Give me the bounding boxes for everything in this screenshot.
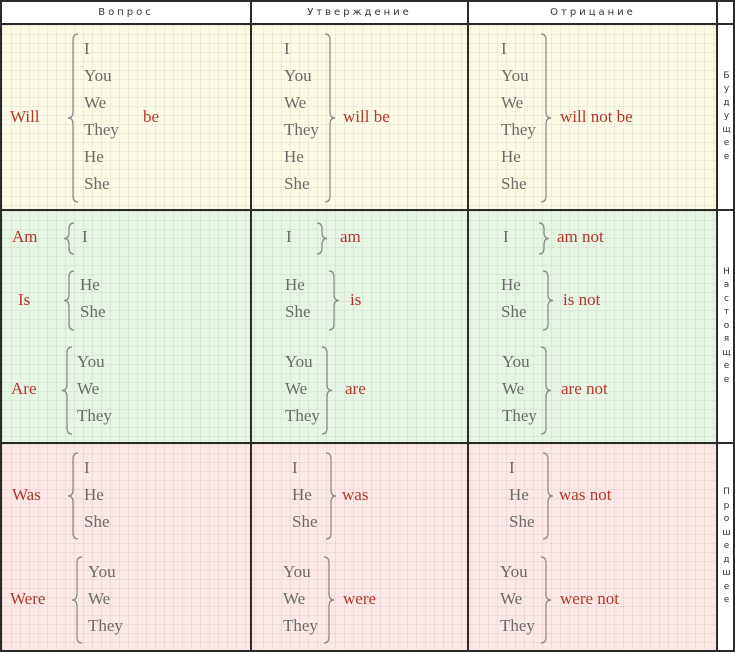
side-label-letter: о xyxy=(723,514,730,525)
question-auxiliary: Was xyxy=(12,485,41,504)
pronoun-label: They xyxy=(501,120,536,139)
pronoun-label: You xyxy=(501,66,529,85)
row-divider xyxy=(2,209,733,211)
pronoun-label: She xyxy=(84,512,110,531)
question-auxiliary: Will xyxy=(10,107,40,126)
header-question: Вопрос xyxy=(98,7,154,18)
pronoun-label: I xyxy=(501,39,507,58)
pronoun-label: We xyxy=(502,379,525,398)
pronoun-label: We xyxy=(88,589,111,608)
side-label-letter: д xyxy=(723,97,730,108)
header-negative: Отрицание xyxy=(550,7,636,18)
pronoun-label: We xyxy=(285,379,308,398)
negative-form: will not be xyxy=(560,107,633,126)
affirmative-form: am xyxy=(340,227,361,246)
question-auxiliary: Are xyxy=(11,379,37,398)
pronoun-label: She xyxy=(501,302,527,321)
pronoun-label: She xyxy=(80,302,106,321)
question-verb: be xyxy=(143,107,160,126)
side-label-future xyxy=(718,25,735,209)
right-brace-icon xyxy=(315,223,327,254)
left-brace-icon xyxy=(68,453,80,539)
pronoun-label: You xyxy=(500,562,528,581)
pronoun-label: He xyxy=(80,275,100,294)
right-brace-icon xyxy=(539,347,551,434)
pronoun-label: He xyxy=(509,485,529,504)
negative-form: am not xyxy=(557,227,604,246)
side-label-letter: р xyxy=(723,500,730,511)
side-label-past xyxy=(718,444,735,650)
right-brace-icon xyxy=(541,271,553,330)
side-label-letter: е xyxy=(723,151,730,162)
column-divider xyxy=(467,2,469,650)
side-label-letter: ш xyxy=(722,568,731,579)
pronoun-label: They xyxy=(77,406,112,425)
right-brace-icon xyxy=(539,557,551,643)
pronoun-label: I xyxy=(509,458,515,477)
row-divider xyxy=(2,23,733,25)
pronoun-label: I xyxy=(292,458,298,477)
side-label-letter: Н xyxy=(723,266,730,277)
pronoun-label: You xyxy=(88,562,116,581)
pronoun-label: He xyxy=(292,485,312,504)
pronoun-label: They xyxy=(88,616,123,635)
affirmative-form: are xyxy=(345,379,366,398)
pronoun-label: They xyxy=(285,406,320,425)
right-brace-icon xyxy=(324,453,336,539)
pronoun-label: They xyxy=(502,406,537,425)
pronoun-label: They xyxy=(283,616,318,635)
side-label-letter: е xyxy=(723,541,730,552)
right-brace-icon xyxy=(539,34,551,202)
side-label-letter: ш xyxy=(722,527,731,538)
right-brace-icon xyxy=(327,271,339,330)
side-label-letter: щ xyxy=(722,347,731,358)
left-brace-icon xyxy=(64,271,76,330)
side-label-letter: е xyxy=(723,581,730,592)
pronoun-label: They xyxy=(284,120,319,139)
pronoun-label: I xyxy=(286,227,292,246)
negative-form: was not xyxy=(559,485,612,504)
right-brace-icon xyxy=(323,34,335,202)
pronoun-label: I xyxy=(503,227,509,246)
affirmative-form: was xyxy=(342,485,369,504)
affirmative-form: were xyxy=(343,589,377,608)
pronoun-label: She xyxy=(285,302,311,321)
pronoun-label: I xyxy=(284,39,290,58)
pronoun-label: I xyxy=(84,458,90,477)
pronoun-label: She xyxy=(501,174,527,193)
question-auxiliary: Were xyxy=(10,589,46,608)
pronoun-label: We xyxy=(500,589,523,608)
pronoun-label: He xyxy=(284,147,304,166)
pronoun-label: I xyxy=(84,39,90,58)
side-label-letter: с xyxy=(724,293,729,304)
right-brace-icon xyxy=(320,347,332,434)
pronoun-label: He xyxy=(84,147,104,166)
right-brace-icon xyxy=(537,223,549,254)
left-brace-icon xyxy=(72,557,84,643)
question-auxiliary: Is xyxy=(18,290,31,309)
side-label-letter: д xyxy=(723,554,730,565)
side-label-letter: у xyxy=(723,111,730,122)
left-brace-icon xyxy=(64,223,76,254)
negative-form: were not xyxy=(560,589,620,608)
question-auxiliary: Am xyxy=(12,227,38,246)
pronoun-label: I xyxy=(82,227,88,246)
pronoun-label: We xyxy=(284,93,307,112)
affirmative-form: will be xyxy=(343,107,390,126)
left-brace-icon xyxy=(68,34,80,202)
header-affirmative: Утверждение xyxy=(307,7,412,18)
pronoun-label: We xyxy=(77,379,100,398)
side-label-letter: щ xyxy=(722,124,731,135)
side-label-letter: у xyxy=(723,84,730,95)
side-label-letter: е xyxy=(723,138,730,149)
side-label-letter: е xyxy=(723,361,730,372)
side-label-letter: т xyxy=(723,307,730,318)
side-label-letter: а xyxy=(723,280,730,291)
side-label-letter: е xyxy=(723,374,730,385)
pronoun-label: She xyxy=(84,174,110,193)
affirmative-form: is xyxy=(350,290,362,309)
pronoun-label: She xyxy=(284,174,310,193)
pronoun-label: You xyxy=(284,66,312,85)
side-label-letter: о xyxy=(723,320,730,331)
pronoun-label: She xyxy=(292,512,318,531)
column-divider xyxy=(250,2,252,650)
side-label-letter: Б xyxy=(723,70,730,81)
side-label-present xyxy=(718,211,735,442)
pronoun-label: You xyxy=(285,352,313,371)
row-divider xyxy=(2,442,733,444)
pronoun-label: She xyxy=(509,512,535,531)
pronoun-label: You xyxy=(84,66,112,85)
right-brace-icon xyxy=(541,453,553,539)
pronoun-label: They xyxy=(500,616,535,635)
pronoun-label: They xyxy=(84,120,119,139)
right-brace-icon xyxy=(322,557,334,643)
pronoun-label: We xyxy=(283,589,306,608)
pronoun-label: We xyxy=(501,93,524,112)
pronoun-label: We xyxy=(84,93,107,112)
pronoun-label: He xyxy=(501,147,521,166)
left-brace-icon xyxy=(62,347,74,434)
side-label-letter: П xyxy=(723,487,730,498)
negative-form: is not xyxy=(563,290,601,309)
negative-form: are not xyxy=(561,379,608,398)
pronoun-label: You xyxy=(283,562,311,581)
pronoun-label: You xyxy=(77,352,105,371)
pronoun-label: He xyxy=(84,485,104,504)
pronoun-label: He xyxy=(285,275,305,294)
pronoun-label: He xyxy=(501,275,521,294)
side-label-letter: е xyxy=(723,595,730,606)
side-label-letter: я xyxy=(723,334,730,345)
pronoun-label: You xyxy=(502,352,530,371)
